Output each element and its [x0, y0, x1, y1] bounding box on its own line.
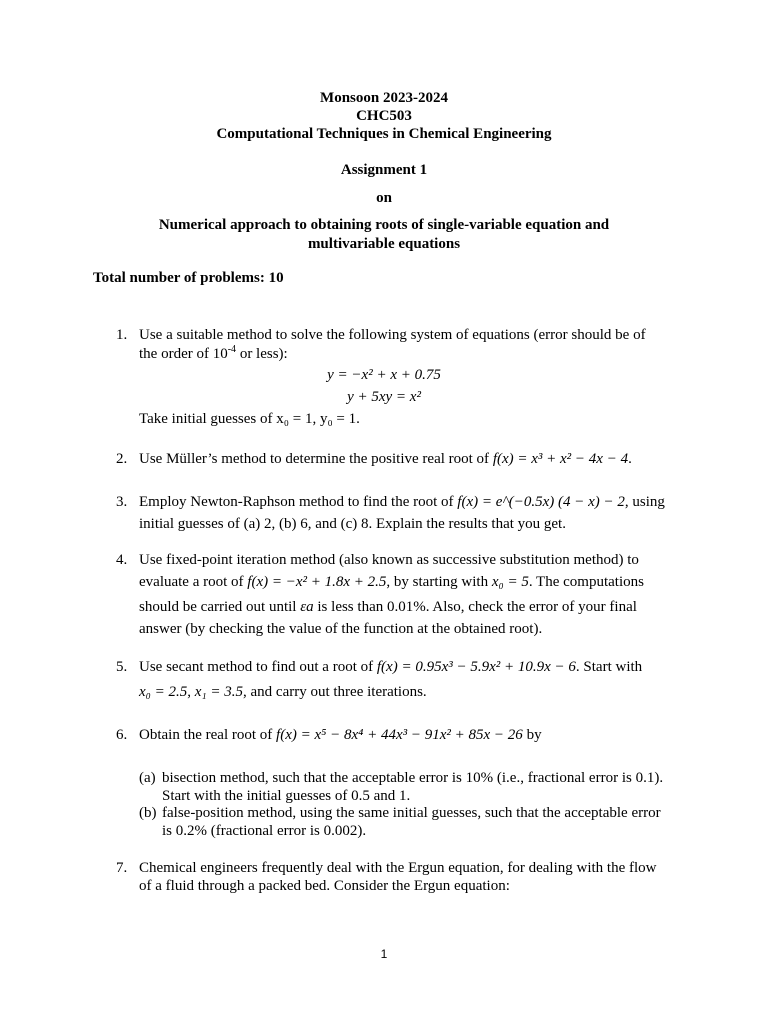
problem-4-number: 4. — [116, 552, 128, 568]
topic-line-2: multivariable equations — [307, 236, 461, 252]
total-problems: Total number of problems: 10 — [93, 270, 284, 286]
problem-1-line-1: Use a suitable method to solve the following system of equations (error should be of — [139, 327, 646, 343]
problem-6-number: 6. — [116, 727, 128, 743]
problem-3-line-1: Employ Newton-Raphson method to find the root of f(x) = e^(−0.5x) (4 − x) − 2, using — [139, 494, 665, 510]
problem-7-number: 7. — [116, 860, 128, 876]
problem-1-equation-2: y + 5xy = x² — [347, 389, 421, 405]
course-title: Computational Techniques in Chemical Engineering — [216, 126, 552, 142]
problem-7-line-2: of a fluid through a packed bed. Consider the Ergun equation: — [139, 878, 510, 894]
assignment-title: Assignment 1 — [340, 162, 428, 178]
problem-6b-line-1: false-position method, using the same initial guesses, such that the acceptable error — [162, 805, 661, 821]
problem-3-line-2: initial guesses of (a) 2, (b) 6, and (c) 8. Explain the results that you get. — [139, 516, 566, 532]
course-code: CHC503 — [356, 108, 412, 124]
page-number: 1 — [380, 947, 388, 961]
problem-5-number: 5. — [116, 659, 128, 675]
problem-4-line-3: should be carried out until εa is less than 0.01%. Also, check the error of your final — [139, 599, 637, 615]
problem-6a-line-2: Start with the initial guesses of 0.5 and 1. — [162, 788, 411, 804]
problem-1-line-2: the order of $10^{-4}$ or less): — [139, 344, 288, 362]
problem-2-text: Use Müller’s method to determine the positive real root of f(x) = x³ + x² − 4x − 4. — [139, 451, 632, 467]
problem-1-initial-guesses: Take initial guesses of x₀ = 1, y₀ = 1. — [139, 411, 360, 427]
problem-2-number: 2. — [116, 451, 128, 467]
problem-6a-line-1: bisection method, such that the acceptable error is 10% (i.e., fractional error is 0.1). — [162, 770, 664, 786]
problem-7-line-1: Chemical engineers frequently deal with the Ergun equation, for dealing with the flow — [139, 860, 657, 876]
problem-4-line-1: Use fixed-point iteration method (also known as successive substitution method) to — [139, 552, 639, 568]
problem-4-line-4: answer (by checking the value of the function at the obtained root). — [139, 621, 543, 637]
problem-4-line-2: evaluate a root of f(x) = −x² + 1.8x + 2.5, by starting with x₀ = 5. The computations — [139, 574, 644, 590]
semester-heading: Monsoon 2023-2024 — [320, 90, 448, 106]
problem-1-number: 1. — [116, 327, 128, 343]
problem-5-line-2: x₀ = 2.5, x₁ = 3.5, and carry out three iterations. — [139, 684, 427, 700]
on-label: on — [376, 190, 392, 206]
problem-6b-line-2: is 0.2% (fractional error is 0.002). — [162, 823, 367, 839]
problem-6b-label: (b) — [139, 805, 157, 821]
topic-line-1: Numerical approach to obtaining roots of single-variable equation and — [158, 217, 610, 233]
problem-6-text: Obtain the real root of f(x) = x⁵ − 8x⁴ + 44x³ − 91x² + 85x − 26 by — [139, 727, 542, 743]
problem-1-equation-1: y = −x² + x + 0.75 — [327, 367, 441, 383]
problem-5-line-1: Use secant method to find out a root of f(x) = 0.95x³ − 5.9x² + 10.9x − 6. Start with — [139, 659, 643, 675]
problem-3-number: 3. — [116, 494, 128, 510]
problem-6a-label: (a) — [139, 770, 156, 786]
